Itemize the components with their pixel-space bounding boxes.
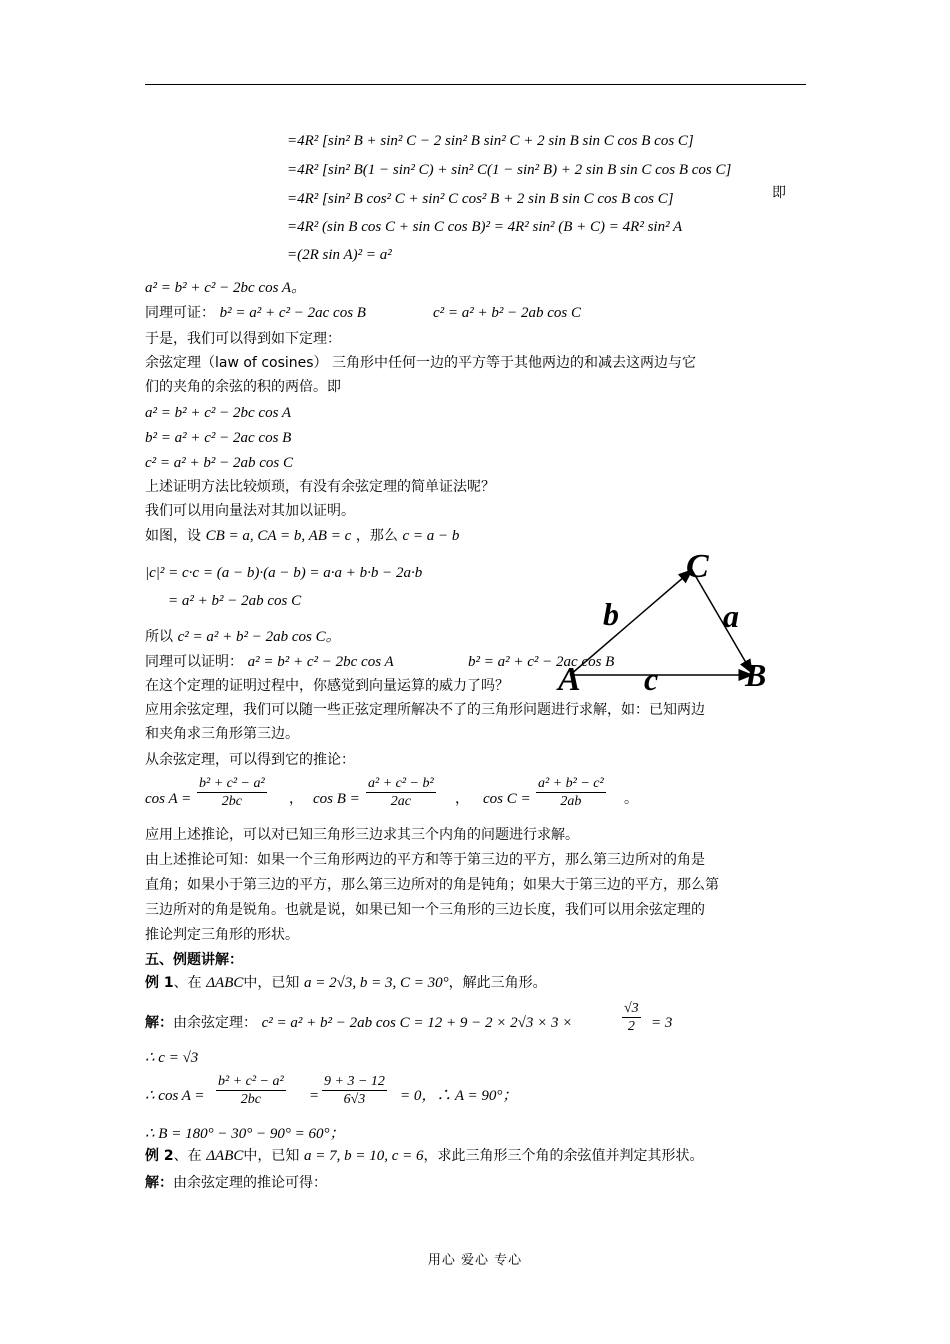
vertex-A-label: A [558,661,581,698]
derivation-line-1: =4R² [sin² B + sin² C − 2 sin² B sin² C + 2 sin B sin C cos B cos C] [287,133,694,149]
section-title: 五、例题讲解： [145,952,243,968]
sol1-text: 由余弦定理： [173,1015,257,1031]
so-line [145,627,341,647]
fig-prefix: 如图，设 [145,528,201,544]
triangle-figure [540,545,800,705]
cosC-numerator: a² + b² − c² [538,776,604,791]
theorem-text-1: 余弦定理（law of cosines） 三角形中任何一边的平方等于其他两边的和减去这两边与它 [145,355,696,371]
sol1-eq: = 3 [651,1015,673,1031]
ex1-given: a = 2√3, b = 3, C = 30° [303,975,449,991]
law-c: c² = a² + b² − 2ab cos C [145,455,294,471]
sol1-label: 解： [145,1015,173,1031]
similar2-prefix: 同理可以证明： [145,654,243,670]
similar2-a: a² = b² + c² − 2bc cos A [247,654,394,670]
page-footer: 用心 爱心 专心 [427,1253,523,1268]
cosB-fraction [366,775,436,810]
example-2-line [145,1146,704,1166]
sol1-frac-den: 2 [627,1019,635,1034]
ex2-text-a: 、在 [173,1148,202,1164]
cosB-denominator: 2ac [390,794,411,809]
ex1-text-a: 、在 [173,975,202,991]
derivation-line-5: =(2R sin A)² = a² [287,247,392,263]
apply-text-2: 和夹角求三角形第三边。 [145,726,299,742]
header-rule [145,84,806,85]
ex1-text-b: 中，已知 [243,975,300,991]
vertex-B-label: B [745,657,767,693]
judge-text-2: 直角；如果小于第三边的平方，那么第三边所对的角是钝角；如果大于第三边的平方，那么第 [145,877,719,893]
similar-c-formula: c² = a² + b² − 2ab cos C [433,305,582,321]
thus-text: 于是，我们可以得到如下定理： [145,331,341,347]
sol1-frac-num: √3 [624,1001,639,1016]
ex1-label: 例 1 [145,975,174,991]
corollary-use: 应用上述推论，可以对已知三角形三边求其三个内角的问题进行求解。 [145,827,579,843]
derivation-line-3: =4R² [sin² B cos² C + sin² C cos² B + 2 sin B sin C cos B cos C] [287,191,674,207]
derivation-line-2: =4R² [sin² B(1 − sin² C) + sin² C(1 − sin² B) + 2 sin B sin C cos B cos C] [287,162,732,178]
sol1-B: ∴ B = 180° − 30° − 90° = 60°； [145,1126,345,1142]
question-text: 上述证明方法比较烦琐，有没有余弦定理的简单证法呢？ [145,479,495,495]
ex1-triangle: ΔABC [206,975,244,991]
sol1-formula: c² = a² + b² − 2ab cos C = 12 + 9 − 2 × 2√3 × 3 × [261,1015,573,1031]
cosA-fraction [197,775,267,810]
sol2-label: 解： [145,1175,173,1191]
figure-setup-line [145,526,459,546]
ex2-text-b: 中，已知 [243,1148,300,1164]
ex2-triangle: ΔABC [206,1148,244,1164]
side-c-label: c [644,661,659,697]
sol1-cosA-num2: 9 + 3 − 12 [324,1074,385,1089]
judge-text-4: 推论判定三角形的形状。 [145,927,299,943]
vector-line-2: = a² + b² − 2ab cos C [168,593,302,609]
sol1-cosA-prefix: ∴ cos A = [145,1088,205,1104]
cosB-numerator: a² + c² − b² [368,776,434,791]
cosC-fraction [536,775,606,810]
similar-prefix: 同理可证： [145,305,215,321]
ex1-text-c: ，解此三角形。 [448,975,547,991]
cosC-label: cos C = [483,791,531,807]
sol1-cosA-fraction-2 [322,1073,387,1108]
law-b: b² = a² + c² − 2ac cos B [145,430,292,446]
derivation-line-4: =4R² (sin B cos C + sin C cos B)² = 4R² sin² (B + C) = 4R² sin² A [287,219,683,235]
cosC-denominator: 2ab [560,794,582,809]
sol1-cosA-num: b² + c² − a² [218,1074,284,1089]
ex2-text-c: ，求此三角形三个角的余弦值并判定其形状。 [423,1148,704,1164]
sol1-cosA-end: = 0，∴ A = 90°； [400,1088,518,1104]
solution-2-line [145,1173,327,1193]
ex2-label: 例 2 [145,1148,174,1164]
sol1-cosA-den2: 6√3 [343,1092,366,1107]
period-1: 。 [624,791,638,807]
sol1-cosA-den: 2bc [240,1092,261,1107]
side-b-label: b [603,596,619,632]
similar-proof-line [145,303,366,323]
similar-b-formula: b² = a² + c² − 2ac cos B [219,305,366,321]
cosA-label: cos A = [145,791,192,807]
similar2-line [145,652,394,672]
solution-1-line [145,1013,572,1033]
fig-vectors: CB = a, CA = b, AB = c [205,528,352,544]
fig-diff: c = a − b [402,528,460,544]
example-1-line [145,973,547,993]
vertex-C-label: C [686,548,709,585]
apply-text-1: 应用余弦定理，我们可以随一些正弦定理所解决不了的三角形问题进行求解，如：已知两边 [145,702,705,718]
so-formula: c² = a² + b² − 2ab cos C。 [177,629,341,645]
so-prefix: 所以 [145,629,173,645]
side-b-arrow [570,570,692,675]
corollary-intro: 从余弦定理，可以得到它的推论： [145,752,355,768]
comma-2: ， [455,791,469,807]
vector-intro: 我们可以用向量法对其加以证明。 [145,503,355,519]
law-a: a² = b² + c² − 2bc cos A [145,405,292,421]
similar2-b: b² = a² + c² − 2ac cos B [468,654,615,670]
judge-text-3: 三边所对的角是锐角。也就是说，如果已知一个三角形的三边长度，我们可以用余弦定理的 [145,902,705,918]
cosB-label: cos B = [313,791,360,807]
comma-1: ， [289,791,303,807]
sol1-cosA-fraction [216,1073,286,1108]
ex2-given: a = 7, b = 10, c = 6 [303,1148,424,1164]
power-text: 在这个定理的证明过程中，你感觉到向量运算的威力了吗？ [145,678,509,694]
sol1-c: ∴ c = √3 [145,1050,199,1066]
sol1-fraction [622,1000,641,1035]
sol2-text: 由余弦定理的推论可得： [173,1175,327,1191]
theorem-text-2: 们的夹角的余弦的积的两倍。即 [145,379,341,395]
vector-line-1: |c|² = c·c = (a − b)·(a − b) = a·a + b·b − 2a·b [145,565,423,581]
fig-then: ，那么 [355,528,398,544]
cosA-denominator: 2bc [221,794,242,809]
judge-text-1: 由上述推论可知：如果一个三角形两边的平方和等于第三边的平方，那么第三边所对的角是 [145,852,705,868]
sol1-cosA-mid: = [309,1088,320,1104]
cosA-numerator: b² + c² − a² [199,776,265,791]
result-line: a² = b² + c² − 2bc cos A。 [145,280,307,296]
side-a-arrow [692,570,752,673]
derivation-suffix: 即 [772,185,786,201]
side-a-label: a [723,598,739,634]
